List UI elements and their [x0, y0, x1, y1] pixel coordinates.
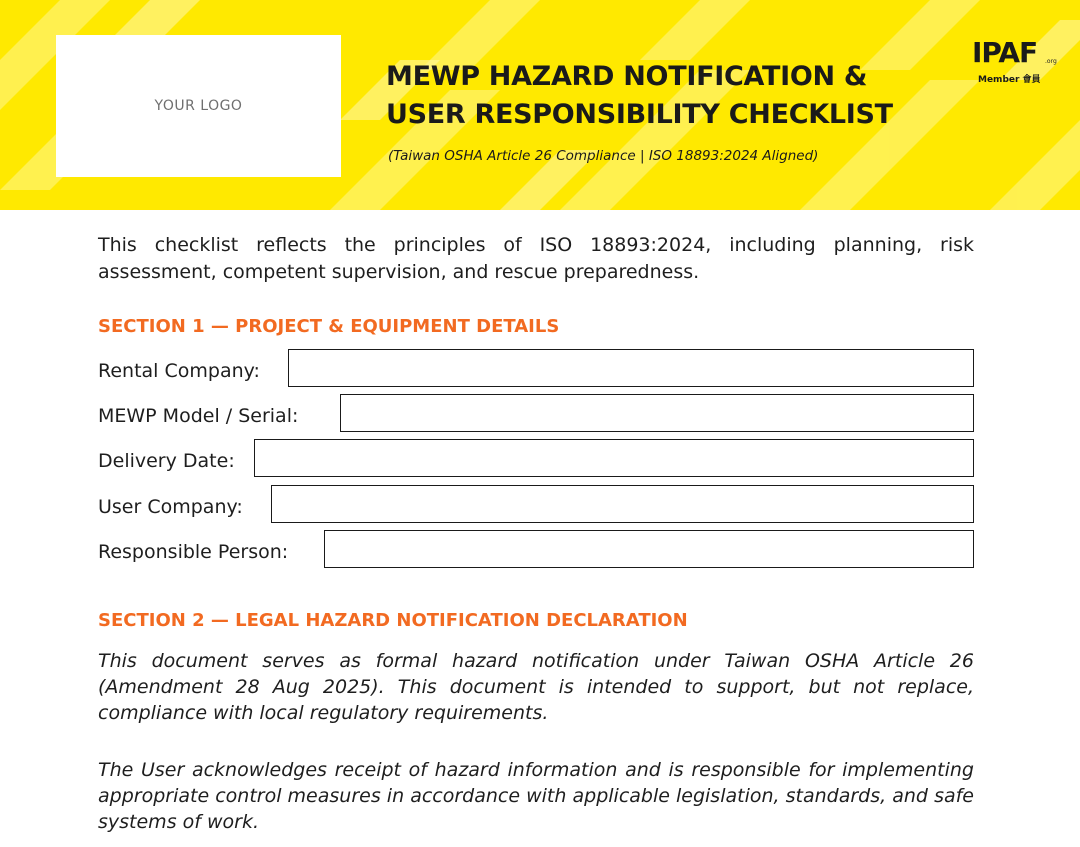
ipaf-wordmark: IPAF: [972, 36, 1038, 69]
page-title: [386, 58, 966, 134]
ipaf-org-suffix: .org: [1045, 58, 1057, 65]
page-subtitle: (Taiwan OSHA Article 26 Compliance | ISO 18893:2024 Aligned): [388, 148, 819, 164]
field-row-responsible-person: [98, 530, 974, 570]
logo-placeholder-text: YOUR LOGO: [154, 98, 243, 114]
header-banner: [0, 0, 1080, 210]
rental-company-label: Rental Company:: [98, 360, 260, 382]
section-1-heading: SECTION 1 — PROJECT & EQUIPMENT DETAILS: [98, 316, 560, 337]
field-row-rental-company: [98, 349, 974, 389]
delivery-date-field[interactable]: [254, 439, 974, 477]
rental-company-field[interactable]: [288, 349, 974, 387]
intro-text: This checklist reflects the principles of ISO 18893:2024, including planning, risk assessment, competent supervision, and rescue preparedness.: [98, 234, 974, 283]
responsible-person-field[interactable]: [324, 530, 974, 568]
responsible-person-label: Responsible Person:: [98, 541, 289, 563]
field-row-delivery-date: [98, 439, 974, 479]
title-line-2: USER RESPONSIBILITY CHECKLIST: [386, 99, 893, 130]
user-company-field[interactable]: [271, 485, 974, 523]
user-company-label: User Company:: [98, 496, 243, 518]
field-row-user-company: [98, 485, 974, 525]
declaration-paragraph-2: The User acknowledges receipt of hazard information and is responsible for implementing appropriate control measures in accordance with applicable legislation, standards, and safe systems of work.: [98, 759, 974, 833]
mewp-model-serial-field[interactable]: [340, 394, 974, 432]
logo-placeholder[interactable]: [56, 35, 341, 177]
title-line-1: MEWP HAZARD NOTIFICATION &: [386, 61, 868, 92]
ipaf-member-logo: [972, 38, 1058, 90]
declaration-paragraph-1: This document serves as formal hazard notification under Taiwan OSHA Article 26 (Amendment 28 Aug 2025). This document is intended to support, but not replace, compliance with local regulatory requirements.: [98, 650, 974, 724]
field-row-mewp-model: [98, 394, 974, 434]
section-2-heading: SECTION 2 — LEGAL HAZARD NOTIFICATION DECLARATION: [98, 610, 688, 631]
ipaf-member-label: Member 會員: [978, 75, 1041, 85]
delivery-date-label: Delivery Date:: [98, 450, 235, 472]
mewp-model-serial-label: MEWP Model / Serial:: [98, 405, 299, 427]
